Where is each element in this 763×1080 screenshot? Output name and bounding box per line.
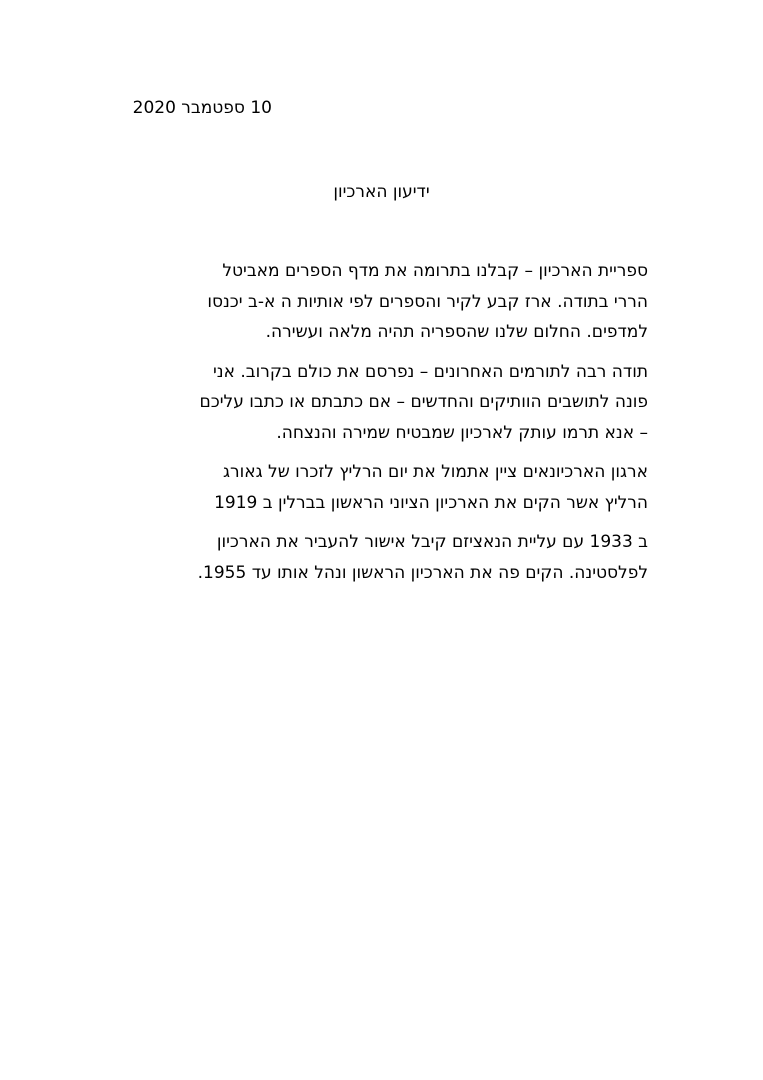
paragraph-library xyxy=(120,256,648,348)
paragraph-line: פונה לתושבים הוותיקים והחדשים – אם כתבתם או כתבו עליכם xyxy=(199,392,648,412)
document-date: 10 ספטמבר 2020 xyxy=(132,98,272,118)
paragraph-herlitz-history xyxy=(120,527,648,588)
paragraph-line: ב 1933 עם עליית הנאציזם קיבל אישור להעביר את הארכיון xyxy=(216,532,648,552)
paragraph-line: הרליץ אשר הקים את הארכיון הציוני הראשון בברלין ב 1919 xyxy=(214,492,648,513)
paragraph-herlitz-day xyxy=(120,457,648,518)
paragraph-line: לפלסטינה. הקים פה את הארכיון הראשון ונהל אותו עד 1955. xyxy=(197,562,648,583)
paragraph-line: הררי בתודה. ארז קבע לקיר והספרים לפי אותיות ה א-ב יכנסו xyxy=(207,291,648,312)
document-title: ידיעון הארכיון xyxy=(333,182,430,202)
paragraph-line: – אנא תרמו עותק לארכיון שמבטיח שמירה והנצחה. xyxy=(276,422,648,443)
paragraph-line: למדפים. החלום שלנו שהספריה תהיה מלאה ועשירה. xyxy=(265,322,648,342)
paragraph-donors xyxy=(120,357,648,449)
paragraph-line: תודה רבה לתורמים האחרונים – נפרסם את כולם בקרוב. אני xyxy=(213,361,648,382)
document-body xyxy=(120,256,648,597)
paragraph-line: ארגון הארכיונאים ציין אתמול את יום הרליץ לזכרו של גאורג xyxy=(223,462,648,482)
paragraph-line: ספריית הארכיון – קבלנו בתרומה את מדף הספרים מאביטל xyxy=(222,261,648,281)
